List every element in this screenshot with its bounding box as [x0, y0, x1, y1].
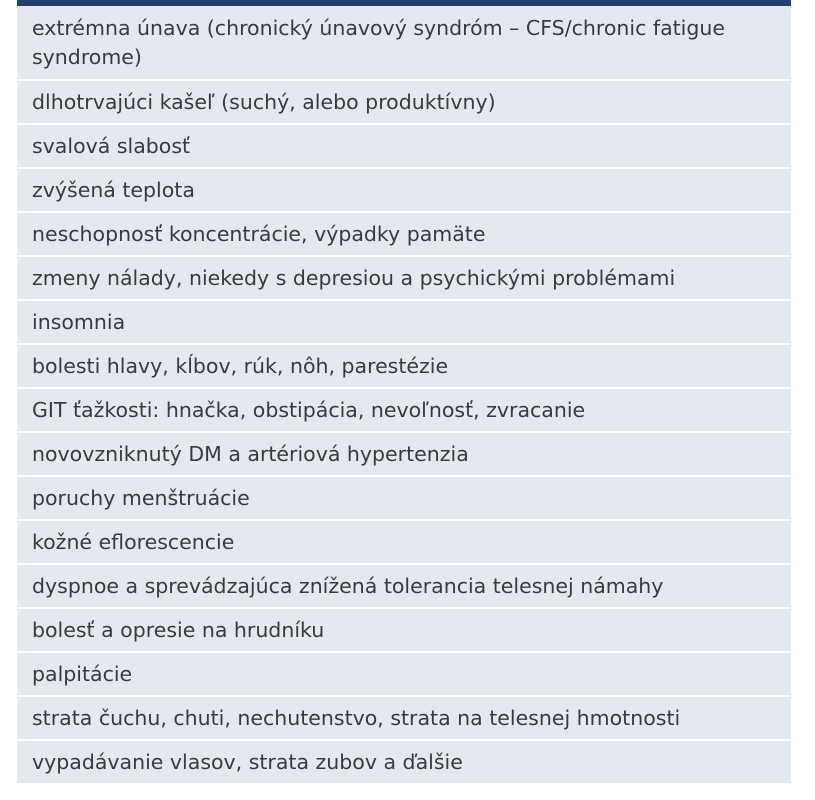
table-row: svalová slabosť	[17, 125, 791, 169]
table-row: zvýšená teplota	[17, 169, 791, 213]
table-row: dyspnoe a sprevádzajúca znížená tolerancia telesnej námahy	[17, 565, 791, 609]
table-row: kožné eflorescencie	[17, 521, 791, 565]
table-row: bolesť a opresie na hrudníku	[17, 609, 791, 653]
symptom-table	[17, 0, 791, 785]
table-row: insomnia	[17, 301, 791, 345]
table-row: bolesti hlavy, kĺbov, rúk, nôh, parestézie	[17, 345, 791, 389]
table-row: poruchy menštruácie	[17, 477, 791, 521]
table-row: vypadávanie vlasov, strata zubov a ďalšie	[17, 741, 791, 785]
table-row: extrémna únava (chronický únavový syndróm – CFS/chronic fatigue syndrome)	[17, 6, 791, 81]
table-row: GIT ťažkosti: hnačka, obstipácia, nevoľnosť, zvracanie	[17, 389, 791, 433]
table-row: strata čuchu, chuti, nechutenstvo, strata na telesnej hmotnosti	[17, 697, 791, 741]
table-row: neschopnosť koncentrácie, výpadky pamäte	[17, 213, 791, 257]
table-row: dlhotrvajúci kašeľ (suchý, alebo produktívny)	[17, 81, 791, 125]
table-row: palpitácie	[17, 653, 791, 697]
symptom-list	[17, 6, 791, 785]
table-row: zmeny nálady, niekedy s depresiou a psychickými problémami	[17, 257, 791, 301]
table-row: novovzniknutý DM a artériová hypertenzia	[17, 433, 791, 477]
